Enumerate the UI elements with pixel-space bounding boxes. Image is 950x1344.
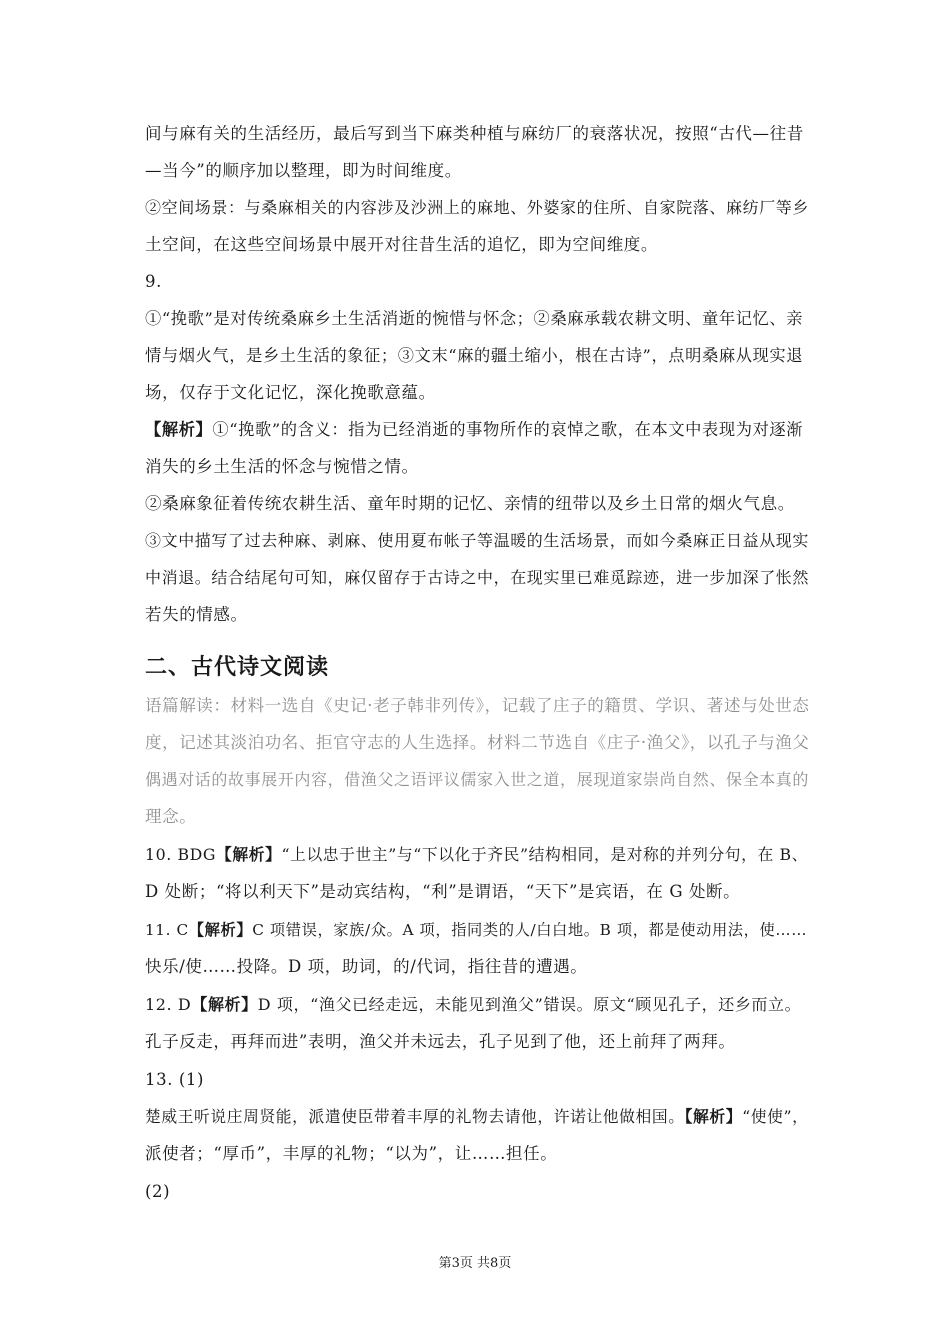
explanation-line: 中消退。结合结尾句可知，麻仅留存于古诗之中，在现实里已难觅踪迹，进一步加深了怅然: [145, 568, 810, 587]
analysis-tag: 【解析】: [216, 845, 282, 864]
text-line: 土空间，在这些空间场景中展开对往昔生活的追忆，即为空间维度。: [145, 235, 658, 254]
explanation-line: 孔子反走，再拜而进”表明，渔父并未远去，孔子见到了他，还上前拜了两拜。: [145, 1032, 736, 1051]
answer-line: 情与烟火气，是乡土生活的象征；③文末“麻的疆土缩小，根在古诗”，点明桑麻从现实退: [145, 346, 804, 365]
question-11-answer: 11. C: [145, 921, 189, 939]
question-12-line: [145, 995, 801, 1015]
text-line: 间与麻有关的生活经历，最后写到当下麻类种植与麻纺厂的衰落状况，按照“古代—往昔: [145, 124, 804, 143]
section-heading: 二、古代诗文阅读: [145, 655, 330, 680]
intro-line: 理念。: [145, 807, 197, 826]
explanation-line: 若失的情感。: [145, 605, 248, 624]
analysis-tag: 【解析】: [684, 1107, 743, 1126]
intro-line: 偶遇对话的故事展开内容，借渔父之语评议儒家入世之道，展现道家崇尚自然、保全本真的: [145, 770, 810, 789]
answer-line: 场，仅存于文化记忆，深化挽歌意蕴。: [145, 383, 436, 402]
question-10-line: [145, 845, 808, 865]
analysis-tag: 【解析】: [145, 420, 213, 439]
analysis-tag: 【解析】: [188, 921, 253, 939]
explanation-line: ③文中描写了过去种麻、剥麻、使用夏布帐子等温暖的生活场景，而如今桑麻正日益从现实: [145, 531, 810, 550]
answer-line: [145, 1107, 808, 1127]
analysis-tag: 【解析】: [191, 995, 258, 1014]
question-11-line: [145, 920, 807, 940]
question-12-answer: 12. D: [145, 995, 192, 1014]
question-10-answer: 10. BDG: [145, 845, 217, 864]
explanation-text: C 项错误，家族/众。A 项，指同类的人/白白地。B 项，都是使动用法，使……: [252, 921, 808, 939]
explanation-line: 消失的乡土生活的怀念与惋惜之情。: [145, 457, 419, 476]
intro-line: 度，记述其淡泊功名、拒官守志的人生选择。材料二节选自《庄子·渔父》，以孔子与渔父: [145, 733, 810, 752]
explanation-line: 快乐/使……投降。D 项，助词，的/代词，指往昔的遭遇。: [145, 957, 588, 976]
question-number: 13. (1): [145, 1070, 205, 1089]
text-line: ②空间场景：与桑麻相关的内容涉及沙洲上的麻地、外婆家的住所、自家院落、麻纺厂等乡: [145, 198, 810, 217]
text-line: —当今”的顺序加以整理，即为时间维度。: [145, 161, 462, 180]
answer-line: ①“挽歌”是对传统桑麻乡土生活消逝的惋惜与怀念；②桑麻承载农耕文明、童年记忆、亲: [145, 309, 804, 328]
explanation-line: D 处断；“将以利天下”是动宾结构，“利”是谓语，“天下”是宾语，在 G 处断。: [145, 882, 741, 901]
explanation-text: ①“挽歌”的含义：指为已经消逝的事物所作的哀悼之歌，在本文中表现为对逐渐: [212, 420, 804, 439]
question-number: 9.: [145, 272, 162, 291]
explanation-text: D 项，“渔父已经走远，未能见到渔父”错误。原文“顾见孔子，还乡而立。: [257, 995, 802, 1014]
intro-line: 语篇解读：材料一选自《史记·老子韩非列传》，记载了庄子的籍贯、学识、著述与处世态: [145, 696, 810, 715]
explanation-text: “上以忠于世主”与“下以化于齐民”结构相同，是对称的并列分句，在 B、: [281, 845, 808, 864]
explanation-line: 派使者；“厚币”，丰厚的礼物；“以为”，让……担任。: [145, 1144, 558, 1163]
answer-text: 楚威王听说庄周贤能，派遣使臣带着丰厚的礼物去请他，许诺让他做相国。: [145, 1107, 685, 1126]
explanation-line: [145, 420, 803, 440]
explanation-line: ②桑麻象征着传统农耕生活、童年时期的记忆、亲情的纽带以及乡土日常的烟火气息。: [145, 494, 795, 513]
sub-question-number: (2): [145, 1182, 171, 1201]
explanation-text: “使使”，: [742, 1107, 809, 1126]
page-footer: 第3页 共8页: [438, 1256, 512, 1271]
